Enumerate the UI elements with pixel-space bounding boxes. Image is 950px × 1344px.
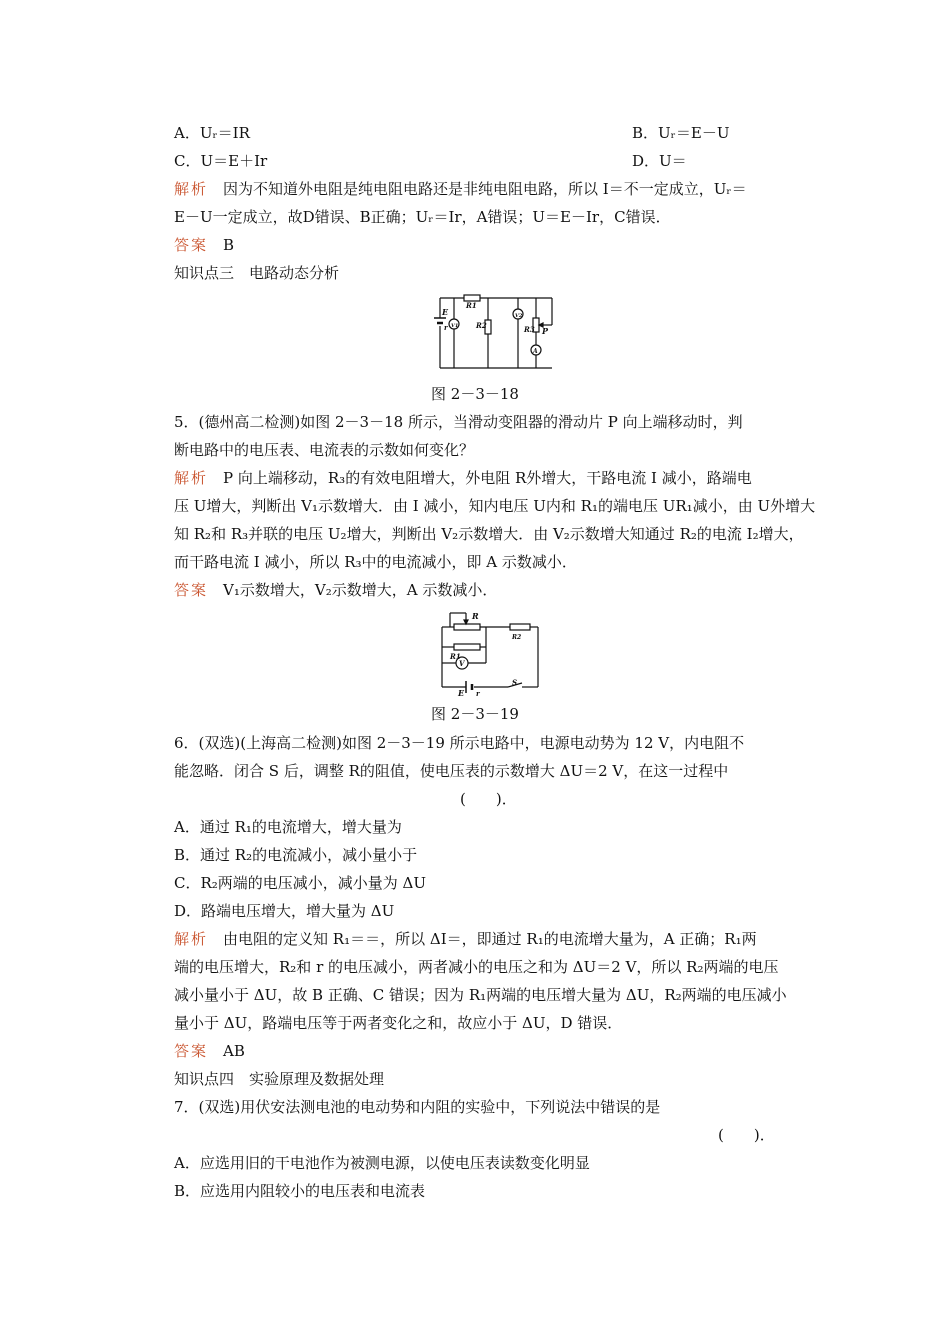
question-5-line-1: 5．(德州高二检测)如图 2－3－18 所示，当滑动变阻器的滑动片 P 向上端移动时，判 (174, 413, 743, 431)
analysis-text: P 向上端移动，R₃的有效电阻增大，外电阻 R外增大，干路电流 I 减小，路端电 (223, 469, 752, 487)
figure-caption-18: 图 2－3－18 (431, 385, 519, 403)
option-c: C．R₂两端的电压减小，减小量为 ΔU (174, 874, 427, 892)
text-line: 知 R₂和 R₃并联的电压 U₂增大，判断出 V₂示数增大．由 V₂示数增大知通过 R₂的电流 I₂增大， (174, 525, 804, 543)
option-a: A．应选用旧的干电池作为被测电源，以使电压表读数变化明显 (174, 1154, 590, 1172)
section-heading: 知识点四 实验原理及数据处理 (174, 1070, 385, 1088)
question-5-line-2: 断电路中的电压表、电流表的示数如何变化？ (174, 441, 475, 459)
analysis-line (174, 465, 814, 491)
label-a: A (533, 348, 538, 355)
answer-label: 答案 (174, 236, 209, 254)
analysis-label: 解析 (174, 930, 209, 948)
label-r2: R2 (512, 634, 522, 641)
option-c: C．U＝E＋Ir (174, 152, 268, 170)
label-r-internal: r (476, 689, 480, 697)
text-line: 而干路电流 I 减小，所以 R₃中的电流减小，即 A 示数减小． (174, 553, 577, 571)
section-heading: 知识点三 电路动态分析 (174, 264, 340, 282)
answer-blank: ( )． (718, 1126, 775, 1144)
answer-label: 答案 (174, 581, 209, 599)
label-s: S (512, 678, 518, 687)
text-line: E－U一定成立，故D错误、B正确；Uᵣ＝Ir，A错误；U＝E－Ir，C错误． (174, 208, 671, 226)
label-r2: R2 (476, 321, 487, 330)
option-b: B．通过 R₂的电流减小，减小量小于 (174, 846, 418, 864)
answer-line (174, 1038, 814, 1064)
label-v1: V1 (451, 323, 459, 329)
question-6-line-2: 能忽略．闭合 S 后，调整 R的阻值，使电压表的示数增大 ΔU＝2 V，在这一过程中 (174, 762, 729, 780)
text-line: 端的电压增大，R₂和 r 的电压减小，两者减小的电压之和为 ΔU＝2 V，所以 R₂两端的电压 (174, 958, 779, 976)
question-7-line: 7．(双选)用伏安法测电池的电动势和内阻的实验中，下列说法中错误的是 (174, 1098, 661, 1116)
label-v: V (459, 659, 465, 668)
circuit-figure-18 (432, 290, 562, 378)
question-6-line-1: 6．(双选)(上海高二检测)如图 2－3－19 所示电路中，电源电动势为 12 V，内电阻不 (174, 734, 745, 752)
answer-text: V₁示数增大，V₂示数增大，A 示数减小． (223, 581, 498, 599)
option-b: B．Uᵣ＝E－U (632, 124, 730, 142)
answer-label: 答案 (174, 1042, 209, 1060)
circuit-figure-19 (436, 607, 544, 697)
text-line: 量小于 ΔU，路端电压等于两者变化之和，故应小于 ΔU，D 错误． (174, 1014, 623, 1032)
answer-text: AB (223, 1042, 245, 1060)
label-e: E (442, 307, 449, 317)
analysis-label: 解析 (174, 180, 209, 198)
figure-caption-19: 图 2－3－19 (431, 705, 519, 723)
answer-text: B (223, 236, 235, 254)
option-a: A．通过 R₁的电流增大，增大量为 (174, 818, 402, 836)
analysis-line (174, 926, 814, 952)
option-b: B．应选用内阻较小的电压表和电流表 (174, 1182, 426, 1200)
label-e: E (458, 688, 465, 697)
option-a-line (174, 120, 814, 146)
answer-line (174, 232, 814, 258)
text-line: 压 U增大，判断出 V₁示数增大．由 I 减小，知内电压 U内和 R₁的端电压 UR₁减小，由 U外增大 (174, 497, 816, 515)
answer-line (174, 577, 814, 603)
analysis-text: 由电阻的定义知 R₁＝＝，所以 ΔI＝，即通过 R₁的电流增大量为，A 正确；R₁两 (223, 930, 757, 948)
answer-blank: ( )． (460, 790, 517, 808)
label-p: P (542, 326, 549, 336)
option-d: D．U＝ (632, 152, 687, 170)
label-r: R (472, 611, 479, 621)
label-r3: R3 (524, 325, 535, 334)
analysis-text: 因为不知道外电阻是纯电阻电路还是非纯电阻电路，所以 I＝不一定成立，Uᵣ＝ (223, 180, 747, 198)
analysis-line (174, 176, 814, 202)
label-v2: V2 (515, 313, 523, 319)
option-a: A．Uᵣ＝IR (174, 124, 250, 142)
option-d: D．路端电压增大，增大量为 ΔU (174, 902, 395, 920)
label-r1: R1 (450, 652, 461, 661)
option-c-line (174, 148, 814, 174)
label-r: r (444, 323, 448, 332)
label-r1: R1 (466, 301, 477, 310)
text-line: 减小量小于 ΔU，故 B 正确、C 错误；因为 R₁两端的电压增大量为 ΔU，R₂两端的电压减小 (174, 986, 787, 1004)
analysis-label: 解析 (174, 469, 209, 487)
